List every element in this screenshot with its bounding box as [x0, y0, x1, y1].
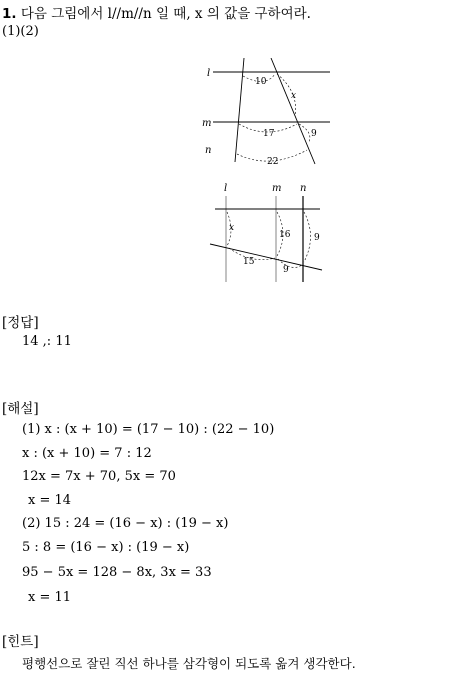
problem-statement — [2, 2, 311, 22]
solution-heading: [해설] — [2, 401, 39, 417]
problem-number: 1. — [2, 6, 17, 22]
figure-1 — [195, 58, 340, 170]
problem-parts: (1)(2) — [2, 24, 39, 39]
answer-text: 14 ,: 11 — [22, 334, 72, 349]
hint-text: 평행선으로 잘린 직선 하나를 삼각형이 되도록 옮겨 생각한다. — [22, 656, 356, 671]
solution-line-5: (2) 15 : 24 = (16 − x) : (19 − x) — [22, 516, 229, 531]
solution-line-2: x : (x + 10) = 7 : 12 — [22, 446, 152, 461]
fig2-label-l: l — [224, 183, 228, 194]
answer-heading: [정답] — [2, 315, 39, 331]
fig2-label-9-right: 9 — [314, 233, 320, 243]
solution-line-6: 5 : 8 = (16 − x) : (19 − x) — [22, 540, 190, 555]
hint-heading: [힌트] — [2, 634, 39, 650]
solution-line-7: 95 − 5x = 128 − 8x, 3x = 33 — [22, 565, 212, 580]
problem-text: 다음 그림에서 l//m//n 일 때, x 의 값을 구하여라. — [20, 6, 311, 22]
fig1-transversal-left — [235, 58, 244, 162]
fig1-label-9: 9 — [311, 129, 317, 139]
fig2-label-m: m — [272, 183, 282, 194]
fig1-transversal-right — [271, 58, 315, 164]
fig1-label-n: n — [205, 145, 212, 156]
fig1-label-10: 10 — [255, 77, 267, 87]
solution-line-4: x = 14 — [28, 493, 72, 508]
fig2-arc-9-right — [304, 212, 311, 262]
solution-line-1: (1) x : (x + 10) = (17 − 10) : (22 − 10) — [22, 422, 275, 437]
fig1-label-m: m — [202, 118, 212, 129]
fig2-transversal-bottom — [210, 244, 322, 270]
solution-line-3: 12x = 7x + 70, 5x = 70 — [22, 469, 176, 484]
figure-2 — [205, 182, 330, 284]
fig1-label-l: l — [207, 68, 211, 79]
fig2-label-15: 15 — [243, 257, 255, 267]
fig2-label-16: 16 — [279, 230, 291, 240]
solution-line-8: x = 11 — [28, 590, 72, 605]
fig2-label-n: n — [300, 183, 307, 194]
fig2-label-x: x — [229, 223, 235, 233]
fig2-label-9-bottom: 9 — [283, 265, 289, 275]
fig1-label-x: x — [291, 91, 297, 101]
fig1-label-22: 22 — [267, 157, 279, 167]
fig1-label-17: 17 — [263, 129, 275, 139]
